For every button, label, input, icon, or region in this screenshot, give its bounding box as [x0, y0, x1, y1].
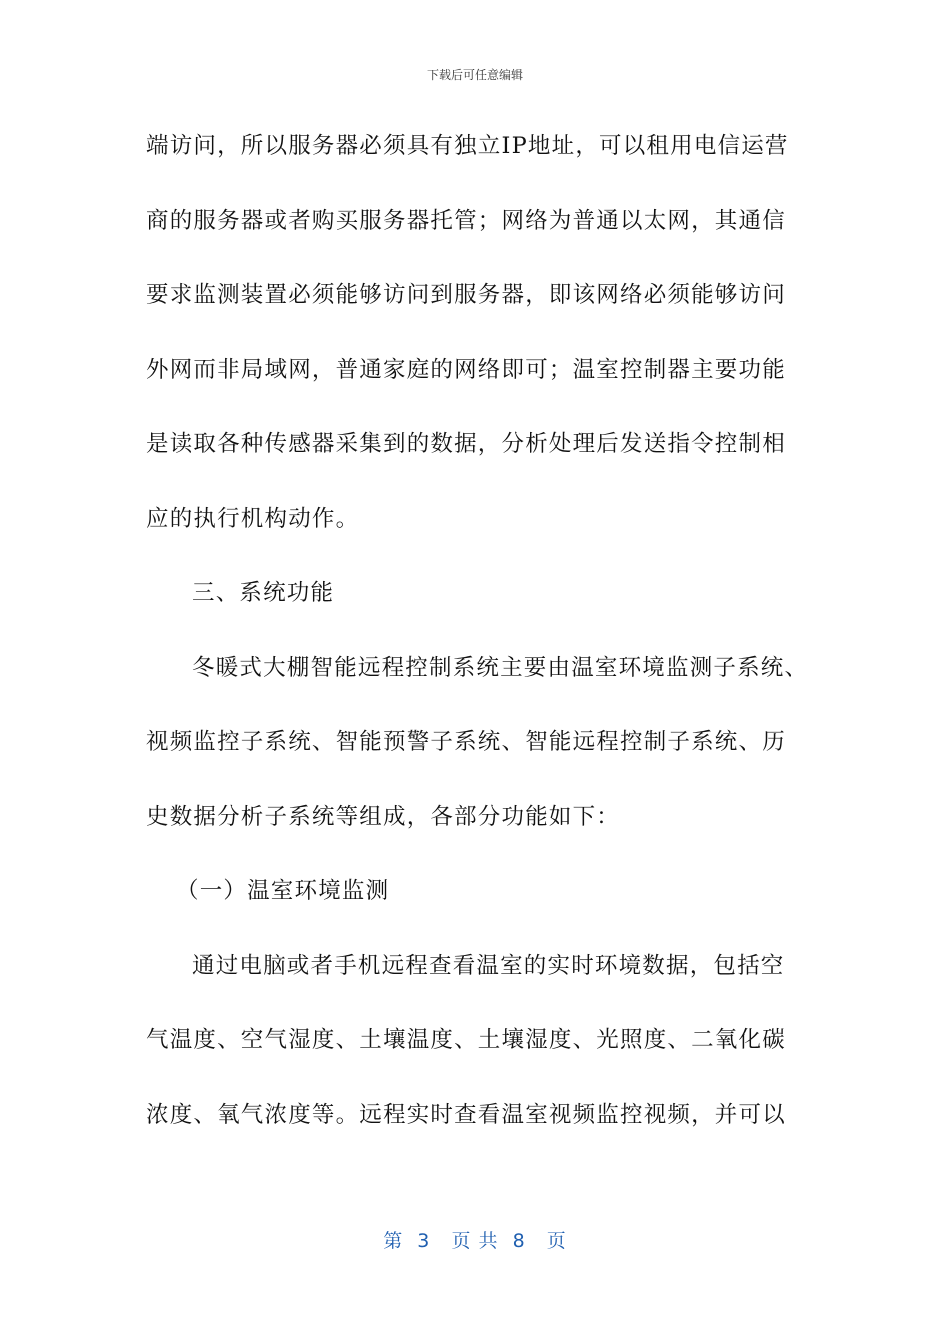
- paragraph-line: 气温度、空气湿度、土壤温度、土壤湿度、光照度、二氧化碳: [146, 1027, 786, 1053]
- header-note: 下载后可任意编辑: [426, 68, 523, 82]
- page-number-label: 第 3 页 共 8 页: [383, 1230, 567, 1252]
- paragraph-line: 是读取各种传感器采集到的数据，分析处理后发送指令控制相: [146, 431, 786, 457]
- paragraph-line: 外网而非局域网，普通家庭的网络即可；温室控制器主要功能: [146, 356, 786, 383]
- paragraph-line: 冬暖式大棚智能远程控制系统主要由温室环境监测子系统、: [192, 654, 809, 681]
- paragraph-line: 商的服务器或者购买服务器托管；网络为普通以太网，其通信: [146, 207, 786, 234]
- paragraph-line: 史数据分析子系统等组成，各部分功能如下：: [146, 803, 621, 830]
- document-body: [146, 124, 816, 1167]
- subsection-heading: （一）温室环境监测: [176, 878, 390, 904]
- paragraph-line: 要求监测装置必须能够访问到服务器，即该网络必须能够访问: [146, 282, 786, 308]
- section-heading: 三、系统功能: [192, 580, 335, 606]
- paragraph-line: 通过电脑或者手机远程查看温室的实时环境数据，包括空: [192, 952, 785, 979]
- paragraph-line: 端访问，所以服务器必须具有独立IP地址，可以租用电信运营: [146, 133, 789, 159]
- page-number-footer: [0, 1226, 950, 1253]
- paragraph-line: 浓度、氧气浓度等。远程实时查看温室视频监控视频，并可以: [146, 1101, 786, 1128]
- paragraph-line: 应的执行机构动作。: [146, 505, 360, 532]
- paragraph-line: 视频监控子系统、智能预警子系统、智能远程控制子系统、历: [146, 729, 786, 755]
